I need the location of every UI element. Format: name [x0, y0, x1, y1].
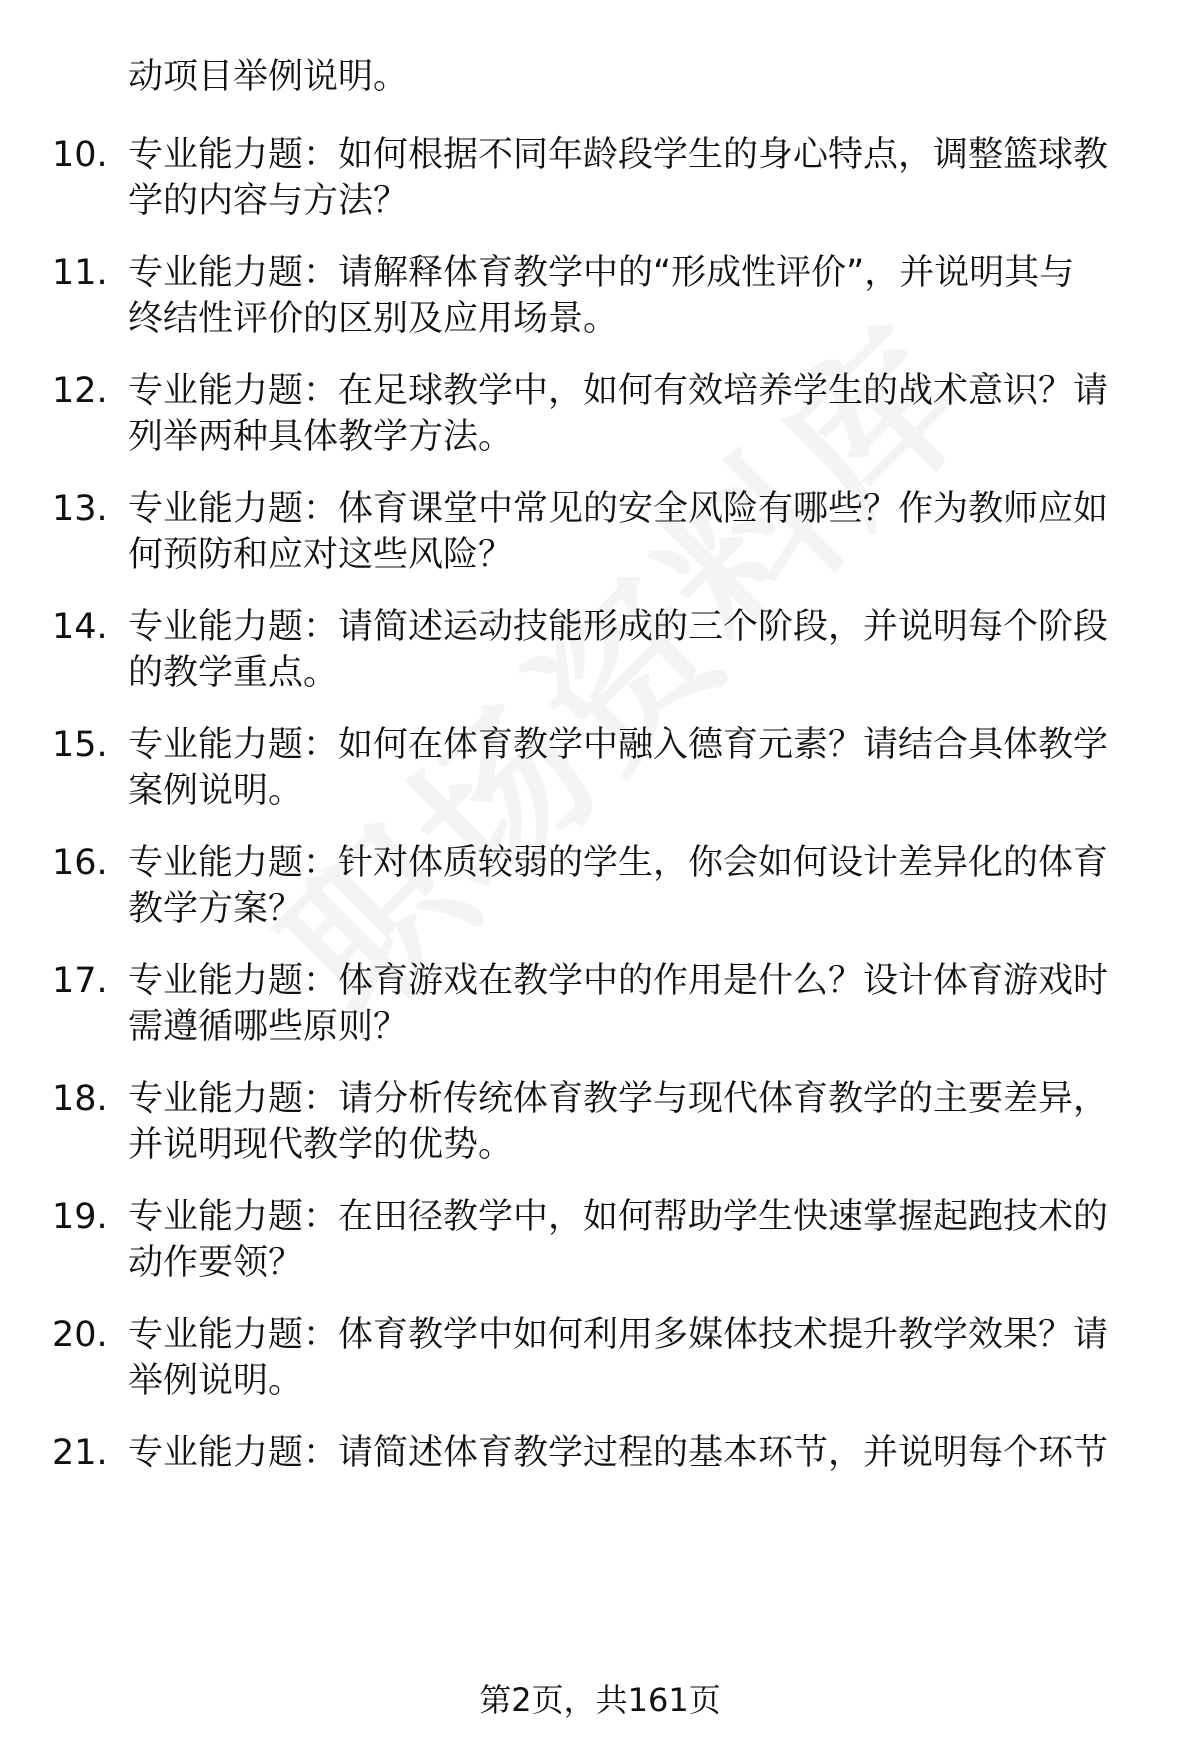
page-footer: 第2页，共161页 [479, 1681, 721, 1719]
item-text-line2: 举例说明。 [128, 1361, 304, 1401]
item-text-line2: 的教学重点。 [128, 653, 339, 693]
item-text-line2: 并说明现代教学的优势。 [128, 1125, 514, 1165]
item-text-line2: 案例说明。 [128, 771, 304, 811]
item-number: 18. [52, 1079, 108, 1119]
item-number: 14. [52, 607, 108, 647]
item-text-line2: 学的内容与方法？ [128, 181, 409, 221]
item-number: 17. [52, 961, 108, 1001]
item-text-line1: 专业能力题：请解释体育教学中的“形成性评价”，并说明其与 [128, 253, 1075, 293]
item-text-line1: 专业能力题：针对体质较弱的学生，你会如何设计差异化的体育 [128, 843, 1109, 883]
item-number: 19. [52, 1197, 108, 1237]
item-number: 12. [52, 371, 108, 411]
item-number: 16. [52, 843, 108, 883]
item-text-line2: 列举两种具体教学方法。 [128, 417, 514, 457]
item-text-line1: 专业能力题：请简述运动技能形成的三个阶段，并说明每个阶段 [128, 607, 1109, 647]
item-text-line2: 教学方案？ [128, 889, 304, 929]
continuation-text: 动项目举例说明。 [128, 57, 409, 97]
item-text-line2: 动作要领？ [128, 1243, 304, 1283]
item-text-line1: 专业能力题：体育教学中如何利用多媒体技术提升教学效果？请 [128, 1315, 1109, 1355]
item-text-line1: 专业能力题：如何根据不同年龄段学生的身心特点，调整篮球教 [128, 135, 1109, 175]
item-number: 21. [52, 1433, 108, 1473]
item-text-line1: 专业能力题：请分析传统体育教学与现代体育教学的主要差异， [128, 1079, 1109, 1119]
item-text-line1: 专业能力题：在田径教学中，如何帮助学生快速掌握起跑技术的 [128, 1197, 1109, 1237]
item-text-line1: 专业能力题：体育课堂中常见的安全风险有哪些？作为教师应如 [128, 489, 1109, 529]
item-number: 20. [52, 1315, 108, 1355]
item-text-line1: 专业能力题：如何在体育教学中融入德育元素？请结合具体教学 [128, 725, 1109, 765]
item-number: 13. [52, 489, 108, 529]
item-text-line2: 何预防和应对这些风险？ [128, 535, 514, 575]
item-number: 10. [52, 135, 108, 175]
item-number: 15. [52, 725, 108, 765]
item-text-line2: 终结性评价的区别及应用场景。 [128, 299, 619, 339]
item-text-line2: 需遵循哪些原则？ [128, 1007, 409, 1047]
item-text-line1: 专业能力题：在足球教学中，如何有效培养学生的战术意识？请 [128, 371, 1109, 411]
item-number: 11. [52, 253, 108, 293]
item-text-line1: 专业能力题：请简述体育教学过程的基本环节，并说明每个环节 [128, 1433, 1109, 1473]
item-text-line1: 专业能力题：体育游戏在教学中的作用是什么？设计体育游戏时 [128, 961, 1109, 1001]
